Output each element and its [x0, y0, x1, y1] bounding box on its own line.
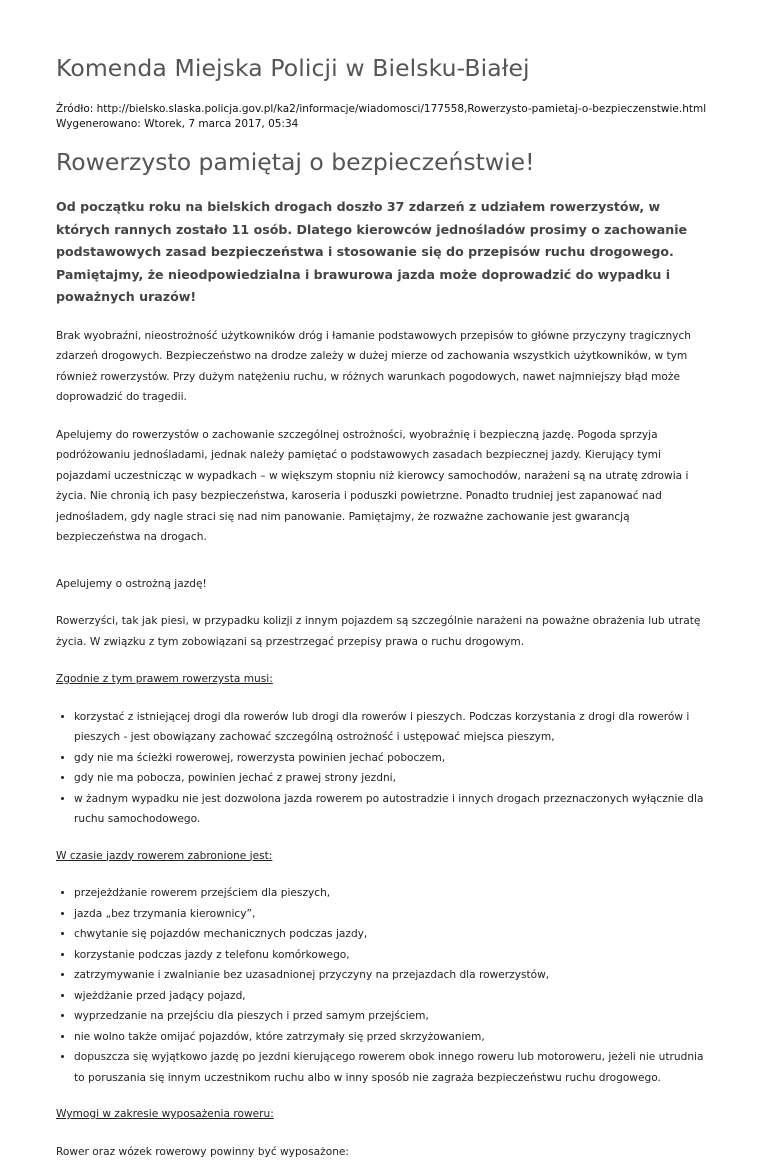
paragraph-2: Apelujemy do rowerzystów o zachowanie szczególnej ostrożności, wyobraźnię i bezpieczną jazdę. Pogoda sprzyja podróżowaniu jednośladami, jednak należy pamiętać o podstawowych zasadach bezpiecznej jazdy. Kierujący tymi pojazdami uczestnicząc w wypadkach – w większym stopniu niż kierowcy samochodów, narażeni są na utratę zdrowia i życia. Nie chronią ich pasy bezpieczeństwa, karoseria i poduszki powietrzne. Ponadto trudniej jest zapanować nad jednośladem, gdy nagle straci się nad nim panowanie. Pamiętajmy, że rozważne zachowanie jest gwarancją bezpieczeństwa na drogach.: [56, 425, 712, 548]
list-item: • nie wolno także omijać pojazdów, które zatrzymały się przed skrzyżowaniem,: [74, 1027, 712, 1048]
article-lead: Od początku roku na bielskich drogach doszło 37 zdarzeń z udziałem rowerzystów, w których rannych zostało 11 osób. Dlatego kierowców jednośladów prosimy o zachowanie podstawowych zasad bezpieczeństwa i stosowanie się do przepisów ruchu drogowego. Pamiętajmy, że nieodpowiedzialna i brawurowa jazda może doprowadzić do wypadku i poważnych urazów!: [56, 196, 712, 309]
list-item: • dopuszcza się wyjątkowo jazdę po jezdni kierującego rowerem obok innego roweru lub motoroweru, jeżeli nie utrudnia to poruszania się innym uczestnikom ruchu albo w inny sposób nie zagraża bezpieczeństwu ruchu drogowego.: [74, 1047, 712, 1088]
list-item: • wjeżdżanie przed jadący pojazd,: [74, 986, 712, 1007]
list-item: • wyprzedzanie na przejściu dla pieszych i przed samym przejściem,: [74, 1006, 712, 1027]
list-item: • korzystanie podczas jazdy z telefonu komórkowego,: [74, 945, 712, 966]
paragraph-4: Rowerzyści, tak jak piesi, w przypadku kolizji z innym pojazdem są szczególnie narażeni na poważne obrażenia lub utratę życia. W związku z tym zobowiązani są przestrzegać przepisy prawa o ruchu drogowym.: [56, 611, 712, 652]
list-item: • chwytanie się pojazdów mechanicznych podczas jazdy,: [74, 924, 712, 945]
list-item: • przejeżdżanie rowerem przejściem dla pieszych,: [74, 883, 712, 904]
list-item: • jazda „bez trzymania kierownicy”,: [74, 904, 712, 925]
prohibitions-list: [56, 883, 712, 1088]
list-item: • korzystać z istniejącej drogi dla rowerów lub drogi dla rowerów i pieszych. Podczas korzystania z drogi dla rowerów i pieszych - jest obowiązany zachować szczególną ostrożność i ustępować miejsca pieszym,: [74, 707, 712, 748]
list-item: • gdy nie ma ścieżki rowerowej, rowerzysta powinien jechać poboczem,: [74, 748, 712, 769]
list-item: • gdy nie ma pobocza, powinien jechać z prawej strony jezdni,: [74, 768, 712, 789]
list-item: • zatrzymywanie i zwalnianie bez uzasadnionej przyczyny na przejazdach dla rowerzystów,: [74, 965, 712, 986]
paragraph-1: Brak wyobraźni, nieostrożność użytkowników dróg i łamanie podstawowych przepisów to główne przyczyny tragicznych zdarzeń drogowych. Bezpieczeństwo na drodze zależy w dużej mierze od zachowania wszystkich użytkowników, w tym również rowerzystów. Przy dużym natężeniu ruchu, w różnych warunkach pogodowych, nawet najmniejszy błąd może doprowadzić do tragedii.: [56, 326, 712, 408]
source-line: Źródło: http://bielsko.slaska.policja.gov.pl/ka2/informacje/wiadomosci/177558,Rowerzysto-pamietaj-o-bezpieczenstwie.html: [56, 102, 712, 117]
paragraph-5: Rower oraz wózek rowerowy powinny być wyposażone:: [56, 1142, 712, 1162]
document-meta: [56, 102, 712, 132]
obligations-list: [56, 707, 712, 830]
section-heading-obligations: Zgodnie z tym prawem rowerzysta musi:: [56, 669, 712, 690]
section-heading-prohibitions: W czasie jazdy rowerem zabronione jest:: [56, 846, 712, 867]
section-heading-equipment: Wymogi w zakresie wyposażenia roweru:: [56, 1104, 712, 1125]
generated-line: Wygenerowano: Wtorek, 7 marca 2017, 05:34: [56, 117, 712, 132]
paragraph-3: Apelujemy o ostrożną jazdę!: [56, 574, 712, 595]
article-title: Rowerzysto pamiętaj o bezpieczeństwie!: [56, 148, 712, 176]
site-title: Komenda Miejska Policji w Bielsku-Białej: [56, 54, 712, 82]
list-item: • w żadnym wypadku nie jest dozwolona jazda rowerem po autostradzie i innych drogach przeznaczonych wyłącznie dla ruchu samochodowego.: [74, 789, 712, 830]
